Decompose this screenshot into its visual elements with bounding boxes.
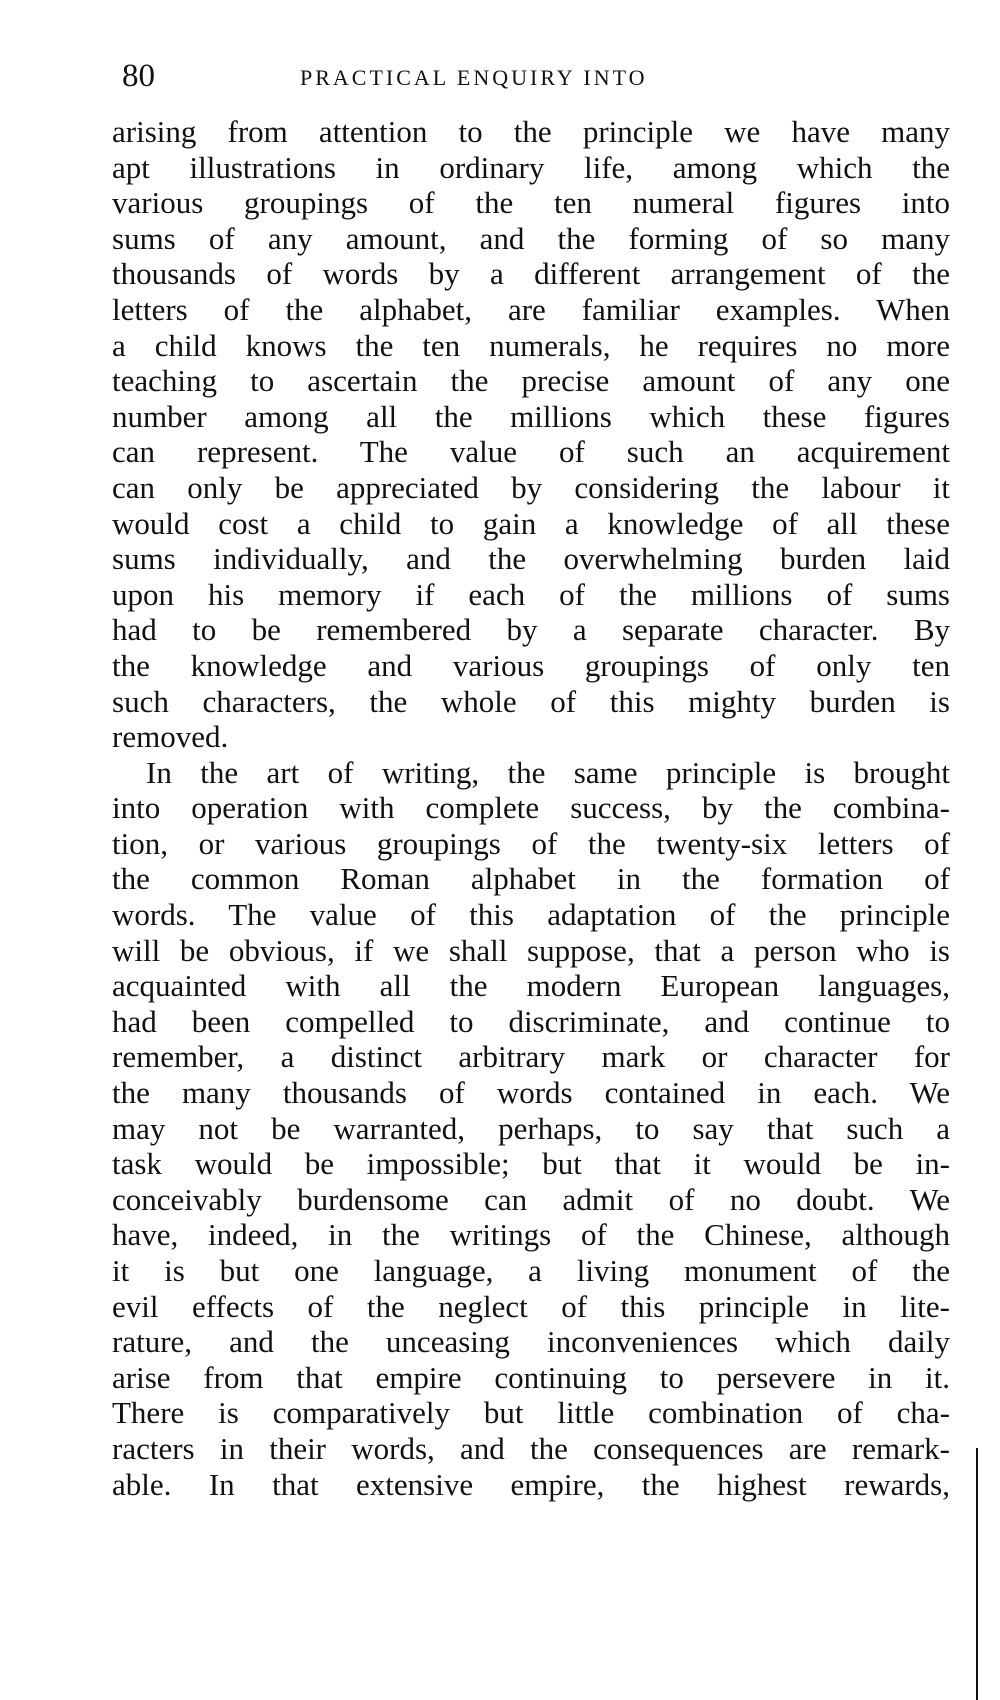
- text-line: a child knows the ten numerals, he requires no more: [112, 327, 950, 363]
- page-number: 80: [122, 58, 155, 94]
- text-line: arising from attention to the principle we have many: [112, 114, 950, 149]
- text-line: apt illustrations in ordinary life, among which the: [112, 149, 950, 185]
- body-text: [112, 114, 950, 1502]
- text-line: had been compelled to discriminate, and continue to: [112, 1003, 950, 1039]
- paragraph-start-line: In the art of writing, the same principle is brought: [146, 754, 950, 790]
- text-line: words. The value of this adaptation of the principle: [112, 897, 950, 933]
- text-line: various groupings of the ten numeral figures into: [112, 185, 950, 221]
- text-line: thousands of words by a different arrangement of the: [112, 256, 950, 292]
- text-line: teaching to ascertain the precise amount of any one: [112, 363, 950, 399]
- text-line: sums individually, and the overwhelming burden laid: [112, 541, 950, 577]
- text-line: have, indeed, in the writings of the Chinese, although: [112, 1217, 950, 1253]
- text-line: into operation with complete success, by the combina-: [112, 790, 950, 826]
- text-line: racters in their words, and the consequences are remark-: [112, 1430, 950, 1466]
- text-line: the knowledge and various groupings of only ten: [112, 647, 950, 683]
- text-line: would cost a child to gain a knowledge of all these: [112, 505, 950, 541]
- text-line: upon his memory if each of the millions of sums: [112, 576, 950, 612]
- text-line: such characters, the whole of this mighty burden is: [112, 683, 950, 719]
- text-line: letters of the alphabet, are familiar examples. When: [112, 291, 950, 327]
- text-line: it is but one language, a living monument of the: [112, 1253, 950, 1288]
- text-line: will be obvious, if we shall suppose, that a person who is: [112, 932, 950, 968]
- text-line: There is comparatively but little combination of cha-: [112, 1395, 950, 1431]
- text-line: able. In that extensive empire, the highest rewards,: [112, 1466, 950, 1502]
- text-line: number among all the millions which these figures: [112, 398, 950, 434]
- text-line: had to be remembered by a separate character. By: [112, 612, 950, 648]
- text-line: conceivably burdensome can admit of no doubt. We: [112, 1181, 950, 1217]
- text-line: tion, or various groupings of the twenty-six letters of: [112, 825, 950, 861]
- text-line: remember, a distinct arbitrary mark or character for: [112, 1039, 950, 1075]
- text-line: can only be appreciated by considering the labour it: [112, 469, 950, 505]
- text-line: evil effects of the neglect of this principle in lite-: [112, 1288, 950, 1324]
- text-line: acquainted with all the modern European languages,: [112, 968, 950, 1004]
- scan-edge-rule: [976, 1448, 978, 1700]
- running-head: [112, 56, 952, 96]
- text-line: sums of any amount, and the forming of so many: [112, 220, 950, 256]
- text-line: removed.: [112, 719, 229, 755]
- text-line: arise from that empire continuing to persevere in it.: [112, 1359, 950, 1395]
- running-title: PRACTICAL ENQUIRY INTO: [300, 65, 648, 90]
- text-line: the common Roman alphabet in the formation of: [112, 861, 950, 897]
- text-line: task would be impossible; but that it would be in-: [112, 1146, 950, 1182]
- text-line: the many thousands of words contained in each. We: [112, 1075, 950, 1111]
- text-line: may not be warranted, perhaps, to say that such a: [112, 1110, 950, 1146]
- text-line: rature, and the unceasing inconveniences which daily: [112, 1324, 950, 1360]
- text-line: can represent. The value of such an acquirement: [112, 434, 950, 470]
